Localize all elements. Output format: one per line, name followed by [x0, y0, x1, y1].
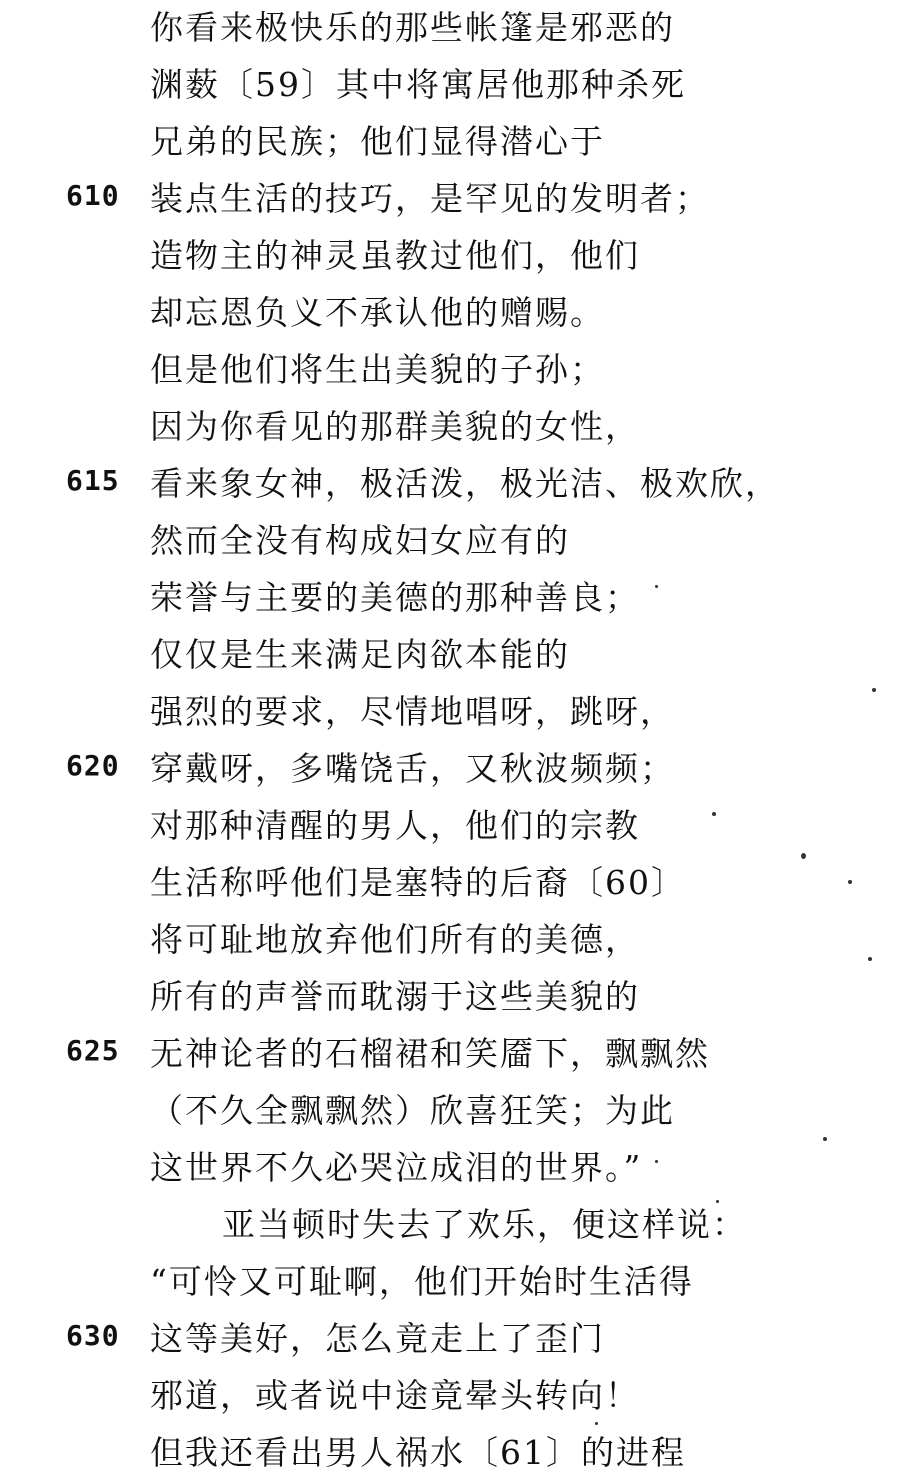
poem-line: [0, 798, 900, 855]
line-number: 610: [66, 179, 120, 212]
line-number: 620: [66, 749, 120, 782]
line-text: 装点生活的技巧，是罕见的发明者；: [150, 179, 710, 218]
line-text: 造物主的神灵虽教过他们，他们: [150, 236, 640, 275]
line-text: 亚当顿时失去了欢乐，便这样说：: [222, 1205, 747, 1244]
line-text: 穿戴呀，多嘴饶舌，又秋波频频；: [150, 749, 675, 788]
poem-line: [0, 1254, 900, 1311]
poem-line: [0, 684, 900, 741]
line-text: 因为你看见的那群美貌的女性，: [150, 407, 640, 446]
poem-line: [0, 1311, 900, 1368]
poem-line: [0, 171, 900, 228]
scan-speck: [655, 585, 658, 588]
poem-line: [0, 1026, 900, 1083]
line-text: 将可耻地放弃他们所有的美德，: [150, 920, 640, 959]
line-text: 兄弟的民族；他们显得潜心于: [150, 122, 605, 161]
line-number: 630: [66, 1319, 120, 1352]
line-text: 所有的声誉而耽溺于这些美貌的: [150, 977, 640, 1016]
scan-speck: [872, 688, 876, 692]
line-text: 却忘恩负义不承认他的赠赐。: [150, 293, 605, 332]
line-text: 然而全没有构成妇女应有的: [150, 521, 570, 560]
poem-line: [0, 741, 900, 798]
poem-line: [0, 114, 900, 171]
poem-line: [0, 570, 900, 627]
line-text: （不久全飘飘然）欣喜狂笑；为此: [150, 1091, 675, 1130]
poem-line: [0, 513, 900, 570]
line-text: 渊薮〔59〕其中将寓居他那种杀死: [150, 65, 686, 104]
scan-speck: [716, 1200, 719, 1203]
line-text: 但是他们将生出美貌的子孙；: [150, 350, 605, 389]
line-number: 615: [66, 464, 120, 497]
line-text: 但我还看出男人祸水〔61〕的进程: [150, 1433, 686, 1472]
scan-speck: [655, 1160, 658, 1163]
line-text: 邪道，或者说中途竟晕头转向！: [150, 1376, 640, 1415]
poem-line: [0, 1425, 900, 1482]
scan-speck: [868, 957, 872, 961]
scan-speck: [823, 1137, 827, 1141]
line-number: 625: [66, 1034, 120, 1067]
poem-line: [0, 228, 900, 285]
scan-speck: [595, 1422, 598, 1425]
line-text: 仅仅是生来满足肉欲本能的: [150, 635, 570, 674]
poem-line: [0, 1083, 900, 1140]
line-text: 这等美好，怎么竟走上了歪门: [150, 1319, 605, 1358]
poem-line: [0, 456, 900, 513]
line-text: 生活称呼他们是塞特的后裔〔60〕: [150, 863, 686, 902]
poem-line: [0, 0, 900, 57]
poem-line: [0, 285, 900, 342]
poem-line: [0, 1140, 900, 1197]
line-text: “可怜又可耻啊，他们开始时生活得: [150, 1262, 694, 1301]
line-text: 这世界不久必哭泣成泪的世界。”: [150, 1148, 643, 1187]
poem-line: [0, 57, 900, 114]
scan-speck: [801, 853, 806, 859]
poem-line: [0, 342, 900, 399]
line-text: 你看来极快乐的那些帐篷是邪恶的: [150, 8, 675, 47]
scan-speck: [848, 880, 852, 884]
line-text: 对那种清醒的男人，他们的宗教: [150, 806, 640, 845]
poem-line: [0, 912, 900, 969]
line-text: 强烈的要求，尽情地唱呀，跳呀，: [150, 692, 675, 731]
poem-line: [0, 399, 900, 456]
poem-line: [0, 969, 900, 1026]
poem-line: [0, 1197, 900, 1254]
line-text: 荣誉与主要的美德的那种善良；: [150, 578, 640, 617]
line-text: 看来象女神，极活泼，极光洁、极欢欣，: [150, 464, 780, 503]
poem-line: [0, 627, 900, 684]
poem-line: [0, 1368, 900, 1425]
line-text: 无神论者的石榴裙和笑靥下，飘飘然: [150, 1034, 710, 1073]
poem-line: [0, 855, 900, 912]
scan-speck: [712, 812, 716, 816]
